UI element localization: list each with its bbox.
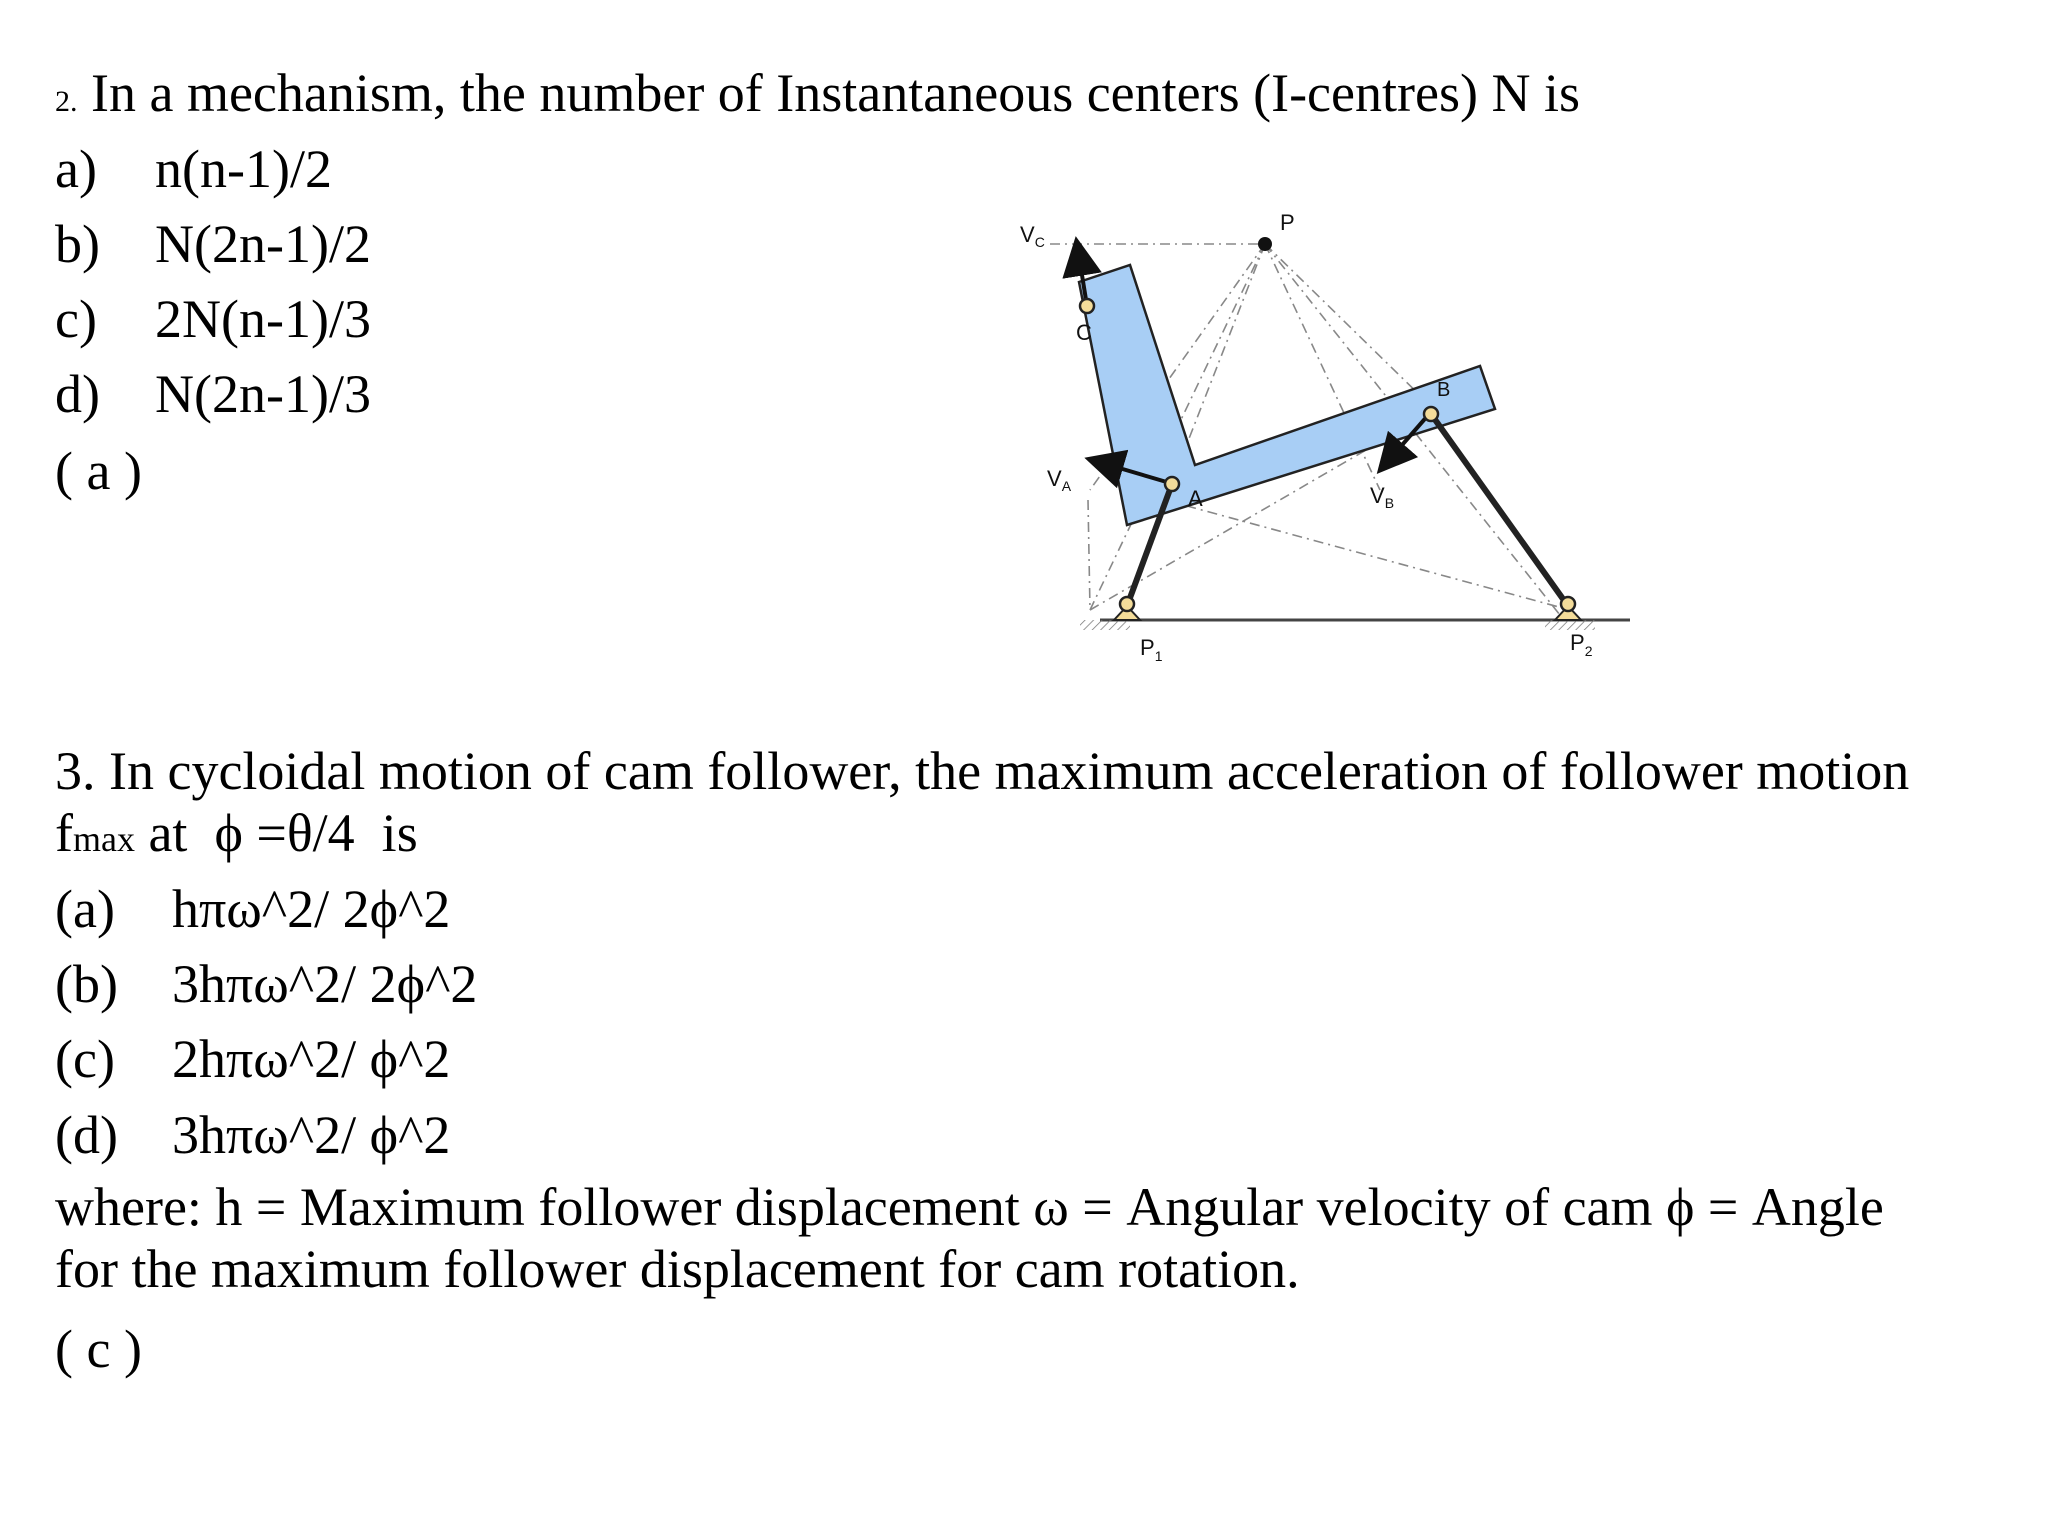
joint-b <box>1424 407 1438 421</box>
option-letter: (c) <box>55 1029 115 1089</box>
option-letter: b) <box>55 214 100 274</box>
q2-question <box>55 62 1580 133</box>
q3-option-c <box>55 1028 451 1090</box>
option-text: N(2n-1)/2 <box>155 214 371 274</box>
label-vc: $V_C$ <box>1020 222 1045 250</box>
label-vb: $V_B$ <box>1370 483 1395 511</box>
option-text: 2N(n-1)/3 <box>155 289 371 349</box>
q2-option-d <box>55 363 371 425</box>
pivot-p2-icon <box>1555 597 1581 620</box>
q2-answer: ( a ) <box>55 441 142 501</box>
label-p2: $P_2$ <box>1570 630 1593 659</box>
option-letter: (d) <box>55 1105 118 1165</box>
option-text: 2hπω^2/ ϕ^2 <box>172 1029 451 1089</box>
option-letter: (a) <box>55 879 115 939</box>
option-letter: a) <box>55 139 97 199</box>
joint-a <box>1165 477 1179 491</box>
rigid-link <box>1079 265 1495 525</box>
label-va: $V_A$ <box>1047 466 1072 494</box>
ground-hatch-p1 <box>1080 620 1130 630</box>
q3-f: f <box>55 803 73 863</box>
q3-answer: ( c ) <box>55 1319 142 1379</box>
option-text: 3hπω^2/ ϕ^2 <box>172 1105 451 1165</box>
q3-question-line1: 3. In cycloidal motion of cam follower, the maximum acceleration of follower motion <box>55 741 1910 801</box>
q3-option-d <box>55 1104 451 1166</box>
crank-p2-b <box>1431 414 1568 606</box>
option-text: N(2n-1)/3 <box>155 364 371 424</box>
label-a: A <box>1188 486 1203 511</box>
q2-option-b <box>55 213 371 275</box>
option-text: 3hπω^2/ 2ϕ^2 <box>172 954 478 1014</box>
label-p: P <box>1280 210 1295 235</box>
q3-question-rest: at ϕ =θ/4 is <box>134 803 418 863</box>
q2-option-c <box>55 288 371 350</box>
q2-option-a <box>55 138 332 200</box>
option-letter: (b) <box>55 954 118 1014</box>
q2-number: 2. <box>55 85 78 118</box>
q3-question-line2 <box>55 802 418 870</box>
option-letter: c) <box>55 289 97 349</box>
q3-where-line2: for the maximum follower displacement for cam rotation. <box>55 1239 1300 1299</box>
pivot-p1-icon <box>1114 597 1140 620</box>
option-text: n(n-1)/2 <box>155 139 332 199</box>
q3-option-b <box>55 953 478 1015</box>
label-b: B <box>1437 379 1451 401</box>
q3-max-subscript: max <box>72 819 135 859</box>
mechanism-diagram <box>970 200 1670 680</box>
label-p1: $P_1$ <box>1140 635 1163 664</box>
instant-center-p <box>1258 237 1272 251</box>
option-letter: d) <box>55 364 100 424</box>
q3-option-a <box>55 878 451 940</box>
label-c: C <box>1076 320 1092 345</box>
joint-c <box>1080 299 1094 313</box>
option-text: hπω^2/ 2ϕ^2 <box>172 879 451 939</box>
q3-where-line1: where: h = Maximum follower displacement ω = Angular velocity of cam ϕ = Angle <box>55 1177 1884 1237</box>
ground-hatch-p2 <box>1545 620 1595 630</box>
q2-question-text: In a mechanism, the number of Instantaneous centers (I-centres) N is <box>91 63 1580 123</box>
